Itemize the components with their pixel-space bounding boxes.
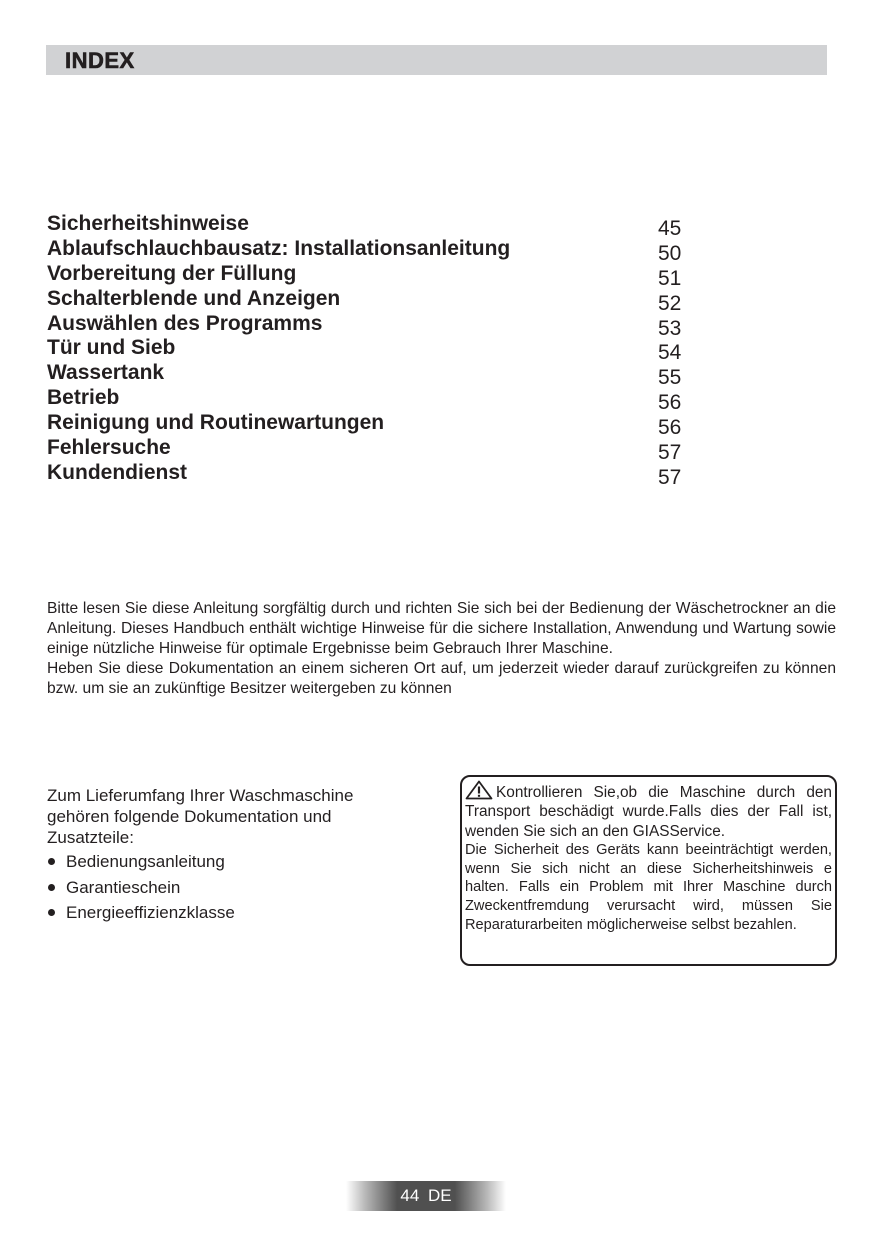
page-language: DE [428, 1186, 452, 1205]
toc-entry-title: Tür und Sieb [47, 336, 176, 360]
toc-entry-page: 54 [658, 341, 682, 365]
toc-entry[interactable] [47, 410, 687, 440]
toc-entry-page: 57 [658, 441, 682, 465]
list-item-label: Energieeffizienzklasse [66, 903, 235, 922]
toc-entry-title: Fehlersuche [47, 436, 171, 460]
page-footer [346, 1181, 506, 1211]
intro-paragraph: Bitte lesen Sie diese Anleitung sorgfältig durch und richten Sie sich bei der Bedienung der Wäschetrockner an die Anleitung. Dieses Handbuch enthält wichtige Hinweise für die sichere Installation, Anwendung und Wartung sowie einige nützliche Hinweise für optimale Ergebnisse beim Gebrauch Ihrer Maschine. [47, 600, 836, 657]
list-item-label: Garantieschein [66, 877, 181, 897]
toc-entry-title: Kundendienst [47, 460, 187, 484]
toc-entry-page: 55 [658, 366, 682, 390]
supply-intro: Zum Lieferumfang Ihrer Waschmaschine gehören folgende Dokumentation und Zusatzteile: [47, 786, 354, 847]
toc-entry[interactable] [47, 261, 687, 290]
table-of-contents [47, 211, 687, 489]
toc-entry-page: 57 [658, 465, 682, 489]
intro-text [47, 599, 836, 699]
page-number [346, 1181, 506, 1211]
toc-entry-title: Betrieb [47, 386, 120, 410]
page-title: INDEX [65, 48, 135, 73]
toc-entry[interactable] [47, 211, 687, 240]
toc-entry-page: 56 [658, 416, 682, 440]
warning-text-2: Die Sicherheit des Geräts kann beeinträchtigt werden, wenn Sie sich nicht an diese Sicherheitshinweis e halten. Falls ein Problem mit Ihrer Maschine durch Zweckentfremdung verursacht wird, müssen Sie Reparaturarbeiten möglicherweise selbst bezahlen. [465, 841, 832, 933]
toc-entry-page: 56 [658, 391, 682, 415]
bullet-icon [48, 909, 55, 916]
toc-entry-page: 51 [658, 266, 682, 290]
toc-entry-page: 52 [658, 291, 682, 315]
list-item-label: Bedienungsanleitung [66, 852, 225, 871]
toc-entry[interactable] [47, 286, 687, 315]
bullet-icon [48, 858, 55, 865]
toc-entry-title: Vorbereitung der Füllung [47, 261, 297, 285]
bullet-icon [48, 884, 55, 891]
toc-entry-page: 50 [658, 241, 682, 265]
warning-text-1: Kontrollieren Sie,ob die Maschine durch den Transport beschädigt wurde.Falls dies der Fall ist, wenden Sie sich an den GIASService. [465, 784, 832, 840]
toc-entry-page: 45 [658, 217, 682, 240]
toc-entry-page: 53 [658, 316, 682, 340]
toc-entry[interactable] [47, 335, 687, 365]
list-item [47, 875, 407, 901]
toc-entry[interactable] [47, 360, 687, 390]
toc-entry[interactable] [47, 311, 687, 340]
list-item [47, 900, 407, 926]
toc-entry-title: Ablaufschlauchbausatz: Installationsanleitung [47, 236, 511, 260]
toc-entry[interactable] [47, 236, 687, 265]
warning-box [460, 775, 837, 966]
index-header-bar [46, 45, 827, 75]
toc-entry[interactable] [47, 435, 687, 465]
toc-entry[interactable] [47, 460, 687, 489]
toc-entry-title: Auswählen des Programms [47, 311, 323, 335]
toc-entry-title: Wassertank [47, 361, 165, 385]
supply-list [47, 849, 407, 926]
toc-entry[interactable] [47, 385, 687, 415]
warning-triangle-icon [465, 780, 493, 800]
toc-entry-title: Schalterblende und Anzeigen [47, 286, 341, 310]
supply-contents [47, 785, 407, 926]
list-item [47, 849, 407, 875]
page-number-value: 44 [400, 1186, 420, 1205]
toc-entry-title: Reinigung und Routinewartungen [47, 411, 385, 435]
toc-entry-title: Sicherheitshinweise [47, 212, 249, 235]
warning-text-main [465, 780, 832, 841]
intro-paragraph: Heben Sie diese Dokumentation an einem sicheren Ort auf, um jederzeit wieder darauf zurückgreifen zu können bzw. um sie an zukünftige Besitzer weitergeben zu können [47, 660, 836, 697]
